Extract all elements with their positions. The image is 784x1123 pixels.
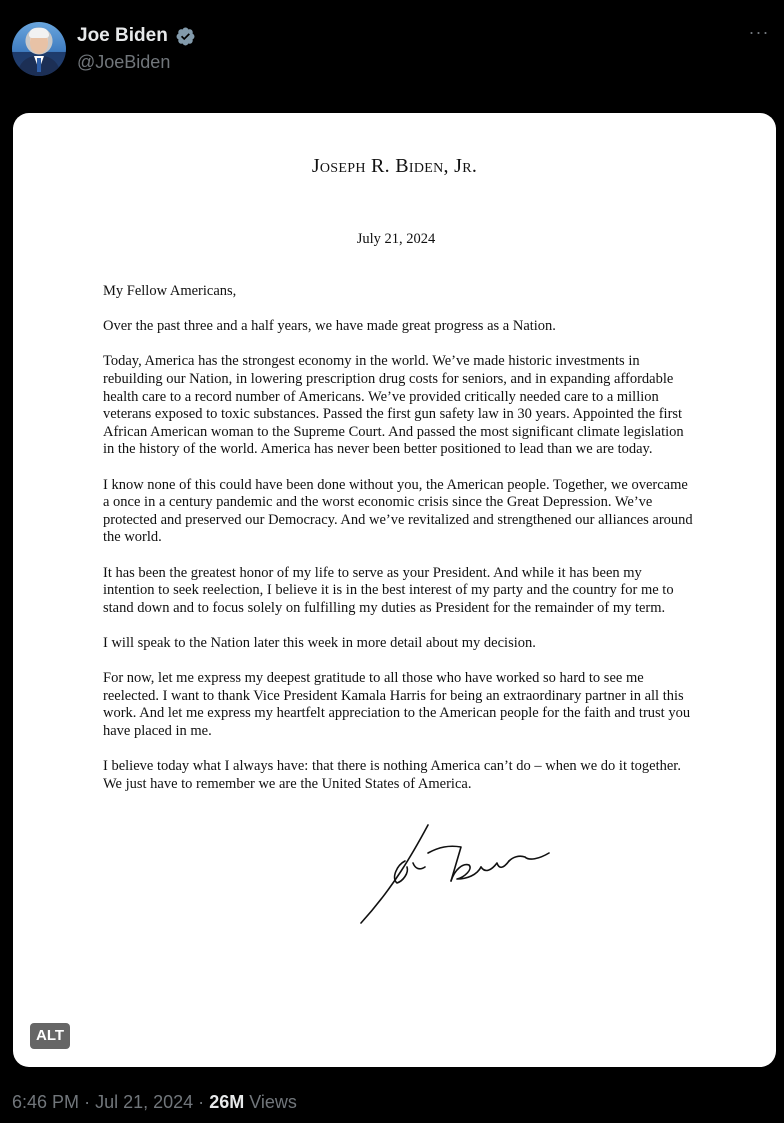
meta-separator: ·	[84, 1092, 91, 1112]
post-image[interactable]	[13, 113, 776, 1067]
author-name[interactable]: Joe Biden	[77, 25, 168, 46]
post-header	[12, 22, 772, 82]
post-time[interactable]: 6:46 PM	[12, 1092, 80, 1112]
more-dots-icon[interactable]: ···	[748, 22, 770, 42]
views-count: 26M	[209, 1092, 245, 1112]
letter-paragraph: It has been the greatest honor of my life to serve as your President. And while it has been my intention to seek reelection, I believe it is in the best interest of my party and the country for me to stand down and to focus solely on fulfilling my duties as President for the remainder of my term.	[103, 564, 674, 616]
letter-date: July 21, 2024	[356, 231, 436, 247]
letter-paragraph: Over the past three and a half years, we have made great progress as a Nation.	[103, 318, 556, 335]
post-date[interactable]: Jul 21, 2024	[95, 1092, 194, 1112]
letter-paragraph: I know none of this could have been done without you, the American people. Together, we overcame a once in a century pandemic and the worst economic crisis since the Great Depression. We’ve protected and preserved our Democracy. And we’ve revitalized and strengthened our alliances around the world.	[103, 476, 693, 546]
letter-paragraph: I believe today what I always have: that there is nothing America can’t do – when we do it together. We just have to remember we are the United States of America.	[103, 758, 681, 792]
letter-paragraph: For now, let me express my deepest gratitude to all those who have worked so hard to see me reelected. I want to thank Vice President Kamala Harris for being an extraordinary partner in all this work. And let me express my heartfelt appreciation to the American people for the faith and trust you have placed in me.	[103, 670, 691, 739]
avatar-tie	[37, 58, 41, 72]
letter-salutation: My Fellow Americans,	[103, 283, 237, 299]
letter-paragraph: Today, America has the strongest economy in the world. We’ve made historic investments in rebuilding our Nation, in lowering prescription drug costs for seniors, and in expanding affordable health care to a record number of Americans. We’ve provided critically needed care to a million veterans exposed to toxic substances. Passed the first gun safety law in 30 years. Appointed the first African American woman to the Supreme Court. And passed the most significant climate legislation in the history of the world. America has never been better positioned to lead than we are today.	[103, 353, 684, 458]
letter	[13, 113, 776, 1067]
signature-image	[353, 823, 553, 928]
letter-paragraph: I will speak to the Nation later this week in more detail about my decision.	[103, 634, 536, 651]
letterhead: Joseph R. Biden, Jr.	[311, 155, 478, 177]
author-handle[interactable]: @JoeBiden	[77, 52, 171, 72]
verified-badge-icon	[175, 26, 196, 47]
avatar-hair	[29, 28, 49, 38]
avatar[interactable]	[12, 22, 66, 76]
post-metadata	[12, 1092, 297, 1113]
alt-badge[interactable]: ALT	[30, 1023, 70, 1049]
letter-body	[103, 283, 693, 811]
views-label: Views	[249, 1092, 297, 1112]
meta-separator: ·	[198, 1092, 205, 1112]
